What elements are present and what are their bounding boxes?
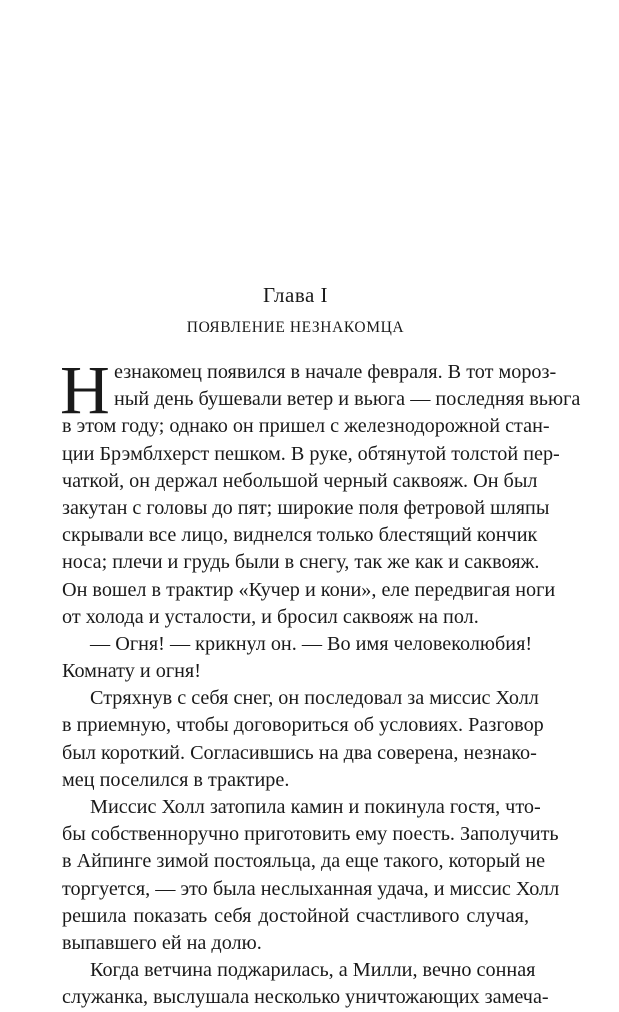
text-line: закутан с головы до пят; широкие поля фетровой шляпы bbox=[62, 496, 550, 519]
text-line: в этом году; однако он пришел с железнодорожной стан- bbox=[62, 415, 550, 438]
text-line: ции Брэмблхерст пешком. В руке, обтянутой толстой пер- bbox=[62, 442, 560, 465]
text-line: езнакомец появился в начале февраля. В тот мороз- bbox=[114, 361, 557, 383]
text-line: мец поселился в трактире. bbox=[62, 768, 290, 791]
chapter-body bbox=[60, 352, 581, 1012]
text-line: носа; плечи и грудь были в снегу, так же как и саквояж. bbox=[62, 551, 540, 574]
text-line: торгуется, — это была неслыханная удача, и миссис Холл bbox=[62, 877, 560, 900]
text-line: служанка, выслушала несколько уничтожающих замеча- bbox=[62, 986, 549, 1009]
text-line: Когда ветчина поджарилась, а Милли, вечно сонная bbox=[90, 959, 536, 982]
text-line: Он вошел в трактир «Кучер и кони», еле передвигая ноги bbox=[62, 578, 556, 601]
text-line: от холода и усталости, и бросил саквояж на пол. bbox=[62, 605, 479, 628]
text-line: был короткий. Согласившись на два соверена, незнако- bbox=[62, 741, 537, 764]
text-line: ный день бушевали ветер и вьюга — последняя вьюга bbox=[114, 388, 581, 411]
text-line: Комнату и огня! bbox=[62, 660, 201, 683]
chapter-number: Глава I bbox=[262, 283, 329, 307]
text-line: — Огня! — крикнул он. — Во имя человеколюбия! bbox=[90, 632, 533, 655]
drop-cap: Н bbox=[60, 352, 110, 428]
book-page bbox=[60, 0, 581, 1009]
text-line: в Айпинге зимой постояльца, да еще такого, который не bbox=[62, 850, 546, 873]
text-line: в приемную, чтобы договориться об условиях. Разговор bbox=[62, 714, 544, 737]
text-line: Миссис Холл затопила камин и покинула гостя, что- bbox=[90, 796, 541, 818]
text-line: Стряхнув с себя снег, он последовал за миссис Холл bbox=[90, 687, 539, 710]
text-line: бы собственноручно приготовить ему поесть. Заполучить bbox=[62, 823, 559, 846]
text-line: решила показать себя достойной счастливого случая, bbox=[62, 904, 529, 927]
text-line: скрывали все лицо, виднелся только блестящий кончик bbox=[62, 524, 538, 547]
text-line: чаткой, он держал небольшой черный саквояж. Он был bbox=[62, 469, 538, 492]
text-line: выпавшего ей на долю. bbox=[62, 931, 262, 954]
chapter-title: ПОЯВЛЕНИЕ НЕЗНАКОМЦА bbox=[186, 319, 405, 336]
